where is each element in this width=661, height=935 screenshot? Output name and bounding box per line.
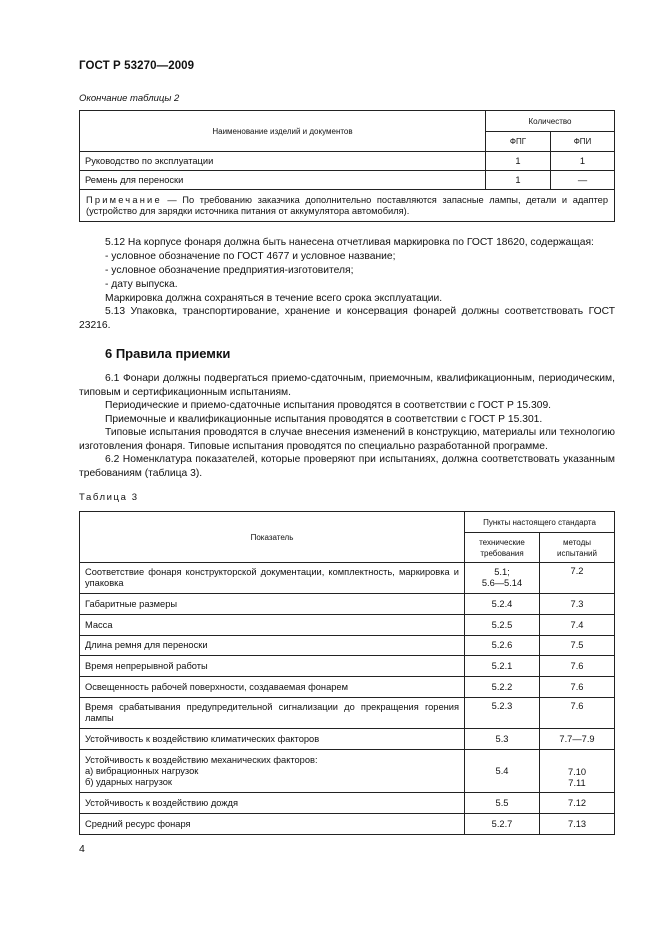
table3-cell-tech: 5.3 — [465, 729, 540, 750]
table3-cell-method: 7.7—7.9 — [540, 729, 615, 750]
table-row — [80, 563, 615, 594]
table2-cell-name: Ремень для переноски — [80, 171, 486, 190]
table3-cell-name: Средний ресурс фонаря — [80, 814, 465, 835]
table3-header-indicator: Показатель — [80, 512, 465, 563]
paragraph-periodic: Периодические и приемо-сдаточные испытания проводятся в соответствии с ГОСТ Р 15.309. — [105, 400, 552, 411]
table3-header-tech: технические требования — [465, 533, 540, 563]
table3-cell-name: Устойчивость к воздействию климатических факторов — [80, 729, 465, 750]
table3-cell-method: 7.5 — [540, 636, 615, 656]
paragraph-acceptance: Приемочные и квалификационные испытания проводятся в соответствии с ГОСТ Р 15.301. — [105, 414, 543, 425]
paragraph-5-13: 5.13 Упаковка, транспортирование, хранение и консервация фонарей должны соответствовать ГОСТ 23216. — [79, 306, 615, 331]
table-row — [80, 750, 615, 793]
table3-cell-tech: 5.2.6 — [465, 636, 540, 656]
table2-header-fpi: ФПИ — [551, 132, 615, 152]
table3-cell-method: 7.2 — [540, 563, 615, 594]
table-row — [80, 615, 615, 636]
table3-caption: Таблица 3 — [79, 492, 139, 503]
table3-cell-method: 7.4 — [540, 615, 615, 636]
paragraph-typical: Типовые испытания проводятся в случае внесения изменений в конструкцию, материалы или технологию изготовления фонаря. Типовые испытания проводятся по специально разработанной программе. — [79, 427, 615, 452]
table-row — [80, 698, 615, 729]
table2-cell-fpi: 1 — [551, 152, 615, 171]
table3-cell-tech: 5.2.7 — [465, 814, 540, 835]
table3-cell-tech: 5.1; 5.6—5.14 — [465, 563, 540, 594]
table3-cell-name: Устойчивость к воздействию дождя — [80, 793, 465, 814]
table3-cell-tech: 5.2.5 — [465, 615, 540, 636]
bullet-item: - условное обозначение по ГОСТ 4677 и условное название; — [105, 251, 396, 262]
table3-cell-method: 7.6 — [540, 698, 615, 729]
section-heading: 6 Правила приемки — [105, 346, 231, 361]
table-row — [80, 793, 615, 814]
table-3 — [79, 511, 615, 835]
table3-cell-name: Масса — [80, 615, 465, 636]
table3-cell-name: Длина ремня для переноски — [80, 636, 465, 656]
bullet-item: - дату выпуска. — [105, 279, 178, 290]
paragraph-6-1: 6.1 Фонари должны подвергаться приемо-сдаточным, приемочным, квалификационным, периодическим, типовым и сертификационным испытаниям. — [79, 373, 615, 398]
table2-cell-fpg: 1 — [486, 171, 551, 190]
table2-caption: Окончание таблицы 2 — [79, 93, 180, 104]
table2-header-quantity: Количество — [486, 111, 615, 132]
note-text: — По требованию заказчика дополнительно поставляются запасные лампы, детали и адаптер (устройство для зарядки источника питания от аккумулятора автомобиля). — [86, 194, 608, 216]
table2-header-fpg: ФПГ — [486, 132, 551, 152]
paragraph-6-2: 6.2 Номенклатура показателей, которые проверяют при испытаниях, должна соответствовать указанным требованиям (таблица 3). — [79, 454, 615, 479]
table3-cell-method: 7.10 7.11 — [540, 750, 615, 793]
table2-header-name: Наименование изделий и документов — [80, 111, 486, 152]
table2-note — [80, 190, 615, 222]
table-row — [80, 171, 615, 190]
table2-cell-fpi: — — [551, 171, 615, 190]
table3-cell-method: 7.12 — [540, 793, 615, 814]
table3-cell-name: Соответствие фонаря конструкторской документации, комплектность, маркировка и упаковка — [80, 563, 465, 594]
table-2 — [79, 110, 615, 222]
table3-cell-method: 7.6 — [540, 677, 615, 698]
table3-cell-name: Освещенность рабочей поверхности, создаваемая фонарем — [80, 677, 465, 698]
paragraph-5-12: 5.12 На корпусе фонаря должна быть нанесена отчетливая маркировка по ГОСТ 18620, содержащая: — [105, 237, 594, 248]
table3-cell-tech: 5.4 — [465, 750, 540, 793]
paragraph-marking: Маркировка должна сохраняться в течение всего срока эксплуатации. — [105, 293, 443, 304]
note-label: Примечание — [86, 194, 162, 205]
table-row — [80, 814, 615, 835]
table3-header-points: Пункты настоящего стандарта — [465, 512, 615, 533]
page-number: 4 — [79, 843, 85, 855]
table3-cell-name: Время срабатывания предупредительной сигнализации до прекращения горения лампы — [80, 698, 465, 729]
table-row — [80, 152, 615, 171]
table-row — [80, 677, 615, 698]
table-row — [80, 636, 615, 656]
table3-cell-method: 7.3 — [540, 594, 615, 615]
table-row — [80, 656, 615, 677]
table3-cell-tech: 5.2.4 — [465, 594, 540, 615]
table3-cell-method: 7.6 — [540, 656, 615, 677]
bullet-item: - условное обозначение предприятия-изготовителя; — [105, 265, 354, 276]
standard-title: ГОСТ Р 53270—2009 — [79, 60, 195, 72]
table3-cell-tech: 5.2.1 — [465, 656, 540, 677]
table2-cell-name: Руководство по эксплуатации — [80, 152, 486, 171]
table3-cell-name: Время непрерывной работы — [80, 656, 465, 677]
table2-cell-fpg: 1 — [486, 152, 551, 171]
table3-cell-method: 7.13 — [540, 814, 615, 835]
table3-cell-name: Устойчивость к воздействию механических факторов: а) вибрационных нагрузок б) ударных нагрузок — [80, 750, 465, 793]
table3-cell-tech: 5.2.3 — [465, 698, 540, 729]
table3-header-methods: методы испытаний — [540, 533, 615, 563]
table-row — [80, 729, 615, 750]
table-row — [80, 594, 615, 615]
table3-cell-tech: 5.5 — [465, 793, 540, 814]
table3-cell-name: Габаритные размеры — [80, 594, 465, 615]
table3-cell-tech: 5.2.2 — [465, 677, 540, 698]
